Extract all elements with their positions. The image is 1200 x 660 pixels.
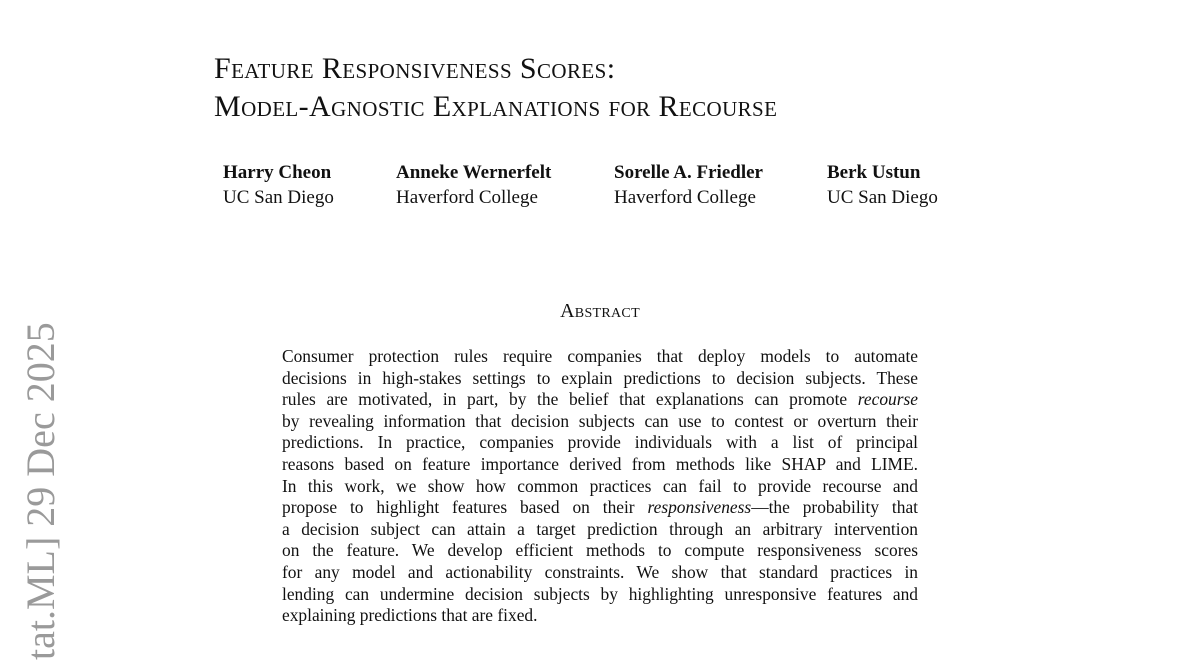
abstract-text: —the probability that [751, 497, 918, 518]
abstract-line: a decision subject can attain a target prediction through an arbitrary intervention [282, 518, 918, 539]
abstract-line [282, 389, 918, 411]
author-anneke-wernerfelt [396, 160, 551, 210]
arxiv-stamp: tat.ML] 29 Dec 2025 [18, 322, 63, 660]
abstract-line: Consumer protection rules require companies that deploy models to automate [282, 346, 918, 366]
abstract-text: propose to highlight features based on their [282, 497, 648, 518]
abstract-line: lending can undermine decision subjects by highlighting unresponsive features and [282, 583, 918, 604]
title-line-2: Model-Agnostic Explanations for Recourse [214, 90, 778, 123]
author-berk-ustun [827, 160, 938, 210]
title-line-1: Feature Responsiveness Scores: [214, 52, 616, 85]
author-affiliation: UC San Diego [223, 187, 334, 208]
paper-title [214, 50, 777, 126]
abstract-text: rules are motivated, in part, by the belief that explanations can promote [282, 389, 858, 410]
author-harry-cheon [223, 160, 334, 210]
author-affiliation: Haverford College [614, 187, 756, 208]
author-name: Sorelle A. Friedler [614, 162, 763, 183]
author-name: Berk Ustun [827, 162, 921, 183]
abstract-heading: Abstract [560, 300, 640, 322]
abstract-line: reasons based on feature importance derived from methods like SHAP and LIME. [282, 453, 918, 474]
author-name: Anneke Wernerfelt [396, 162, 552, 183]
emphasis-recourse: recourse [857, 389, 918, 410]
abstract-line [282, 497, 918, 519]
emphasis-responsiveness: responsiveness [647, 497, 752, 518]
author-affiliation: UC San Diego [827, 187, 938, 208]
author-name: Harry Cheon [223, 162, 332, 183]
abstract-line: on the feature. We develop efficient methods to compute responsiveness scores [282, 540, 918, 561]
abstract-line: In this work, we show how common practices can fail to provide recourse and [282, 475, 918, 496]
abstract-line: decisions in high-stakes settings to explain predictions to decision subjects. These [282, 367, 918, 388]
author-block [0, 160, 1200, 220]
abstract-line: predictions. In practice, companies provide individuals with a list of principal [282, 432, 918, 453]
author-affiliation: Haverford College [396, 187, 538, 208]
author-sorelle-friedler [614, 160, 763, 210]
abstract-line: explaining predictions that are fixed. [282, 605, 538, 626]
abstract-line: by revealing information that decision subjects can use to contest or overturn their [282, 410, 918, 431]
abstract-line: for any model and actionability constraints. We show that standard practices in [282, 561, 918, 582]
abstract-body [282, 346, 918, 627]
